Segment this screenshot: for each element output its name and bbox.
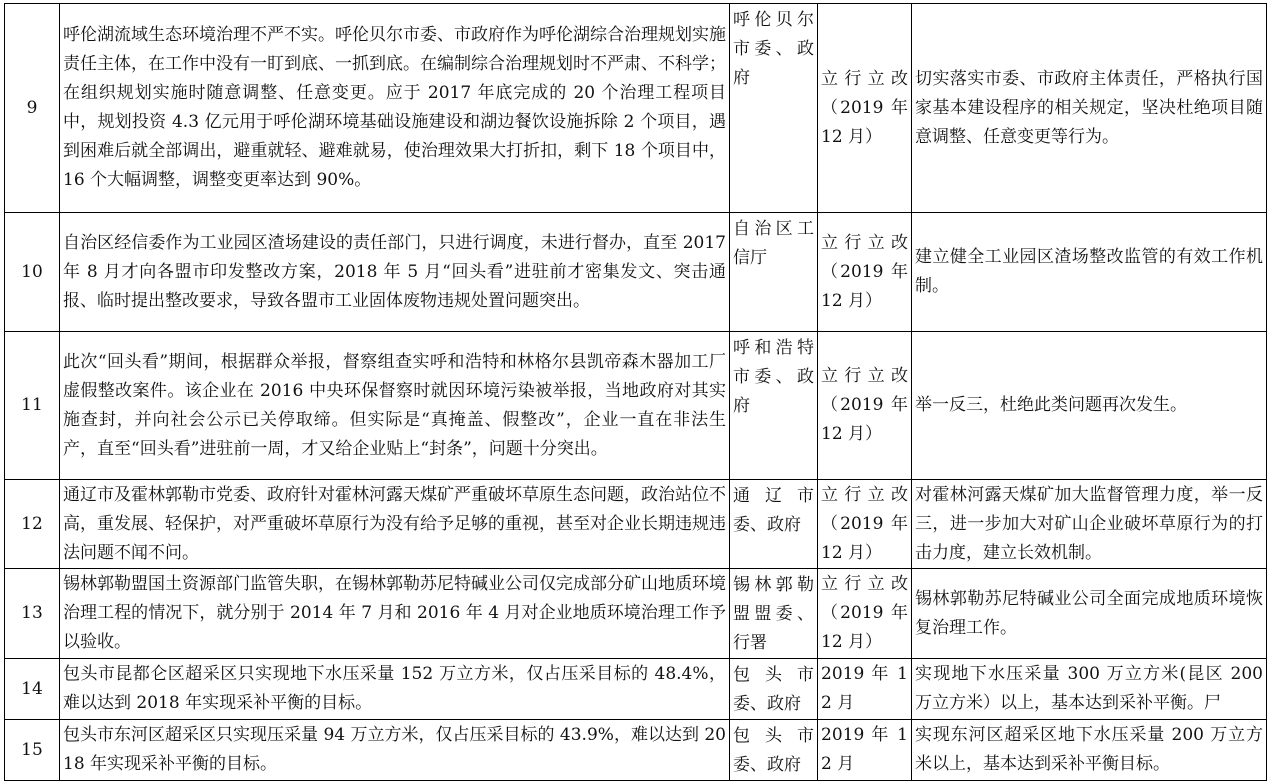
table-row <box>5 659 1267 720</box>
responsible-unit: 呼伦贝尔市委、政府 <box>730 4 818 213</box>
row-number: 12 <box>5 480 60 569</box>
row-number: 10 <box>5 213 60 332</box>
problem-text: 自治区经信委作为工业园区渣场建设的责任部门，只进行调度，未进行督办，直至 2017 年 8 月才向各盟市印发整改方案，2018 年 5 月“回头看”进驻前才密集发文、突击通报、临时提出整改要求，导致各盟市工业固体废物违规处置问题突出。 <box>60 213 730 332</box>
table-row <box>5 720 1267 781</box>
responsible-unit: 通辽市委、政府 <box>730 480 818 569</box>
deadline-text: 立行立改（2019 年 12 月） <box>818 569 912 659</box>
row-number: 9 <box>5 4 60 213</box>
responsible-unit: 包头市委、政府 <box>730 659 818 720</box>
deadline-text: 2019 年 12 月 <box>818 720 912 781</box>
row-number: 14 <box>5 659 60 720</box>
row-number: 15 <box>5 720 60 781</box>
responsible-unit: 包头市委、政府 <box>730 720 818 781</box>
row-number: 11 <box>5 332 60 480</box>
table-row <box>5 480 1267 569</box>
measure-text: 对霍林河露天煤矿加大监督管理力度，举一反三，进一步加大对矿山企业破坏草原行为的打击力度，建立长效机制。 <box>912 480 1267 569</box>
problem-text: 锡林郭勒盟国土资源部门监管失职，在锡林郭勒苏尼特碱业公司仅完成部分矿山地质环境治理工程的情况下，就分别于 2014 年 7 月和 2016 年 4 月对企业地质环境治理工作予以验收。 <box>60 569 730 659</box>
problem-text: 包头市昆都仑区超采区只实现地下水压采量 152 万立方米，仅占压采目标的 48.4%，难以达到 2018 年实现采补平衡的目标。 <box>60 659 730 720</box>
deadline-text: 2019 年 12 月 <box>818 659 912 720</box>
responsible-unit: 呼和浩特市委、政府 <box>730 332 818 480</box>
rectification-table <box>4 3 1267 781</box>
measure-text: 实现地下水压采量 300 万立方米(昆区 200 万立方米）以上，基本达到采补平衡。尸 <box>912 659 1267 720</box>
problem-text: 包头市东河区超采区只实现压采量 94 万立方米，仅占压采目标的 43.9%，难以达到 2018 年实现采补平衡的目标。 <box>60 720 730 781</box>
problem-text: 此次“回头看”期间，根据群众举报，督察组查实呼和浩特和林格尔县凯帝森木器加工厂虚假整改案件。该企业在 2016 中央环保督察时就因环境污染被举报，当地政府对其实施查封，并向社会公示已关停取缔。但实际是“真掩盖、假整改”，企业一直在非法生产，直至“回头看”进驻前一周，才又给企业贴上“封条”，问题十分突出。 <box>60 332 730 480</box>
responsible-unit: 自治区工信厅 <box>730 213 818 332</box>
table-row <box>5 332 1267 480</box>
measure-text: 锡林郭勒苏尼特碱业公司全面完成地质环境恢复治理工作。 <box>912 569 1267 659</box>
deadline-text: 立行立改（2019 年 12 月） <box>818 4 912 213</box>
table-row <box>5 4 1267 213</box>
deadline-text: 立行立改（2019 年 12 月） <box>818 480 912 569</box>
measure-text: 建立健全工业园区渣场整改监管的有效工作机制。 <box>912 213 1267 332</box>
measure-text: 举一反三，杜绝此类问题再次发生。 <box>912 332 1267 480</box>
table-row <box>5 213 1267 332</box>
table-row <box>5 569 1267 659</box>
problem-text: 呼伦湖流域生态环境治理不严不实。呼伦贝尔市委、市政府作为呼伦湖综合治理规划实施责任主体，在工作中没有一盯到底、一抓到底。在编制综合治理规划时不严肃、不科学；在组织规划实施时随意调整、任意变更。应于 2017 年底完成的 20 个治理工程项目中，规划投资 4.3 亿元用于呼伦湖环境基础设施建设和湖边餐饮设施拆除 2 个项目，遇到困难后就全部调出，避重就轻、避难就易，使治理效果大打折扣，剩下 18 个项目中，16 个大幅调整，调整变更率达到 90%。 <box>60 4 730 213</box>
measure-text: 实现东河区超采区地下水压采量 200 万立方米以上，基本达到采补平衡目标。 <box>912 720 1267 781</box>
deadline-text: 立行立改（2019 年 12 月） <box>818 332 912 480</box>
row-number: 13 <box>5 569 60 659</box>
responsible-unit: 锡林郭勒盟盟委、行署 <box>730 569 818 659</box>
problem-text: 通辽市及霍林郭勒市党委、政府针对霍林河露天煤矿严重破坏草原生态问题，政治站位不高，重发展、轻保护，对严重破坏草原行为没有给予足够的重视，甚至对企业长期违规违法问题不闻不问。 <box>60 480 730 569</box>
measure-text: 切实落实市委、市政府主体责任，严格执行国家基本建设程序的相关规定，坚决杜绝项目随意调整、任意变更等行为。 <box>912 4 1267 213</box>
deadline-text: 立行立改（2019 年 12 月） <box>818 213 912 332</box>
